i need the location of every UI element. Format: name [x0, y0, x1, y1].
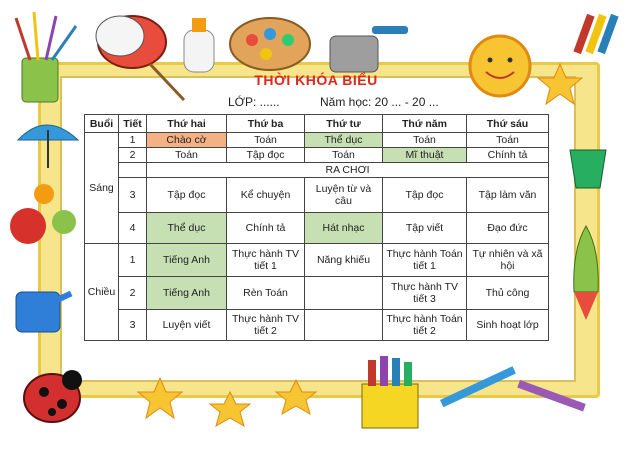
page-title: THỜI KHÓA BIỂU [254, 72, 378, 88]
cup-icon [570, 150, 606, 188]
timetable [84, 114, 549, 341]
school-year-label: Năm học: 20 ... - 20 ... [320, 95, 439, 109]
table-cell: Hát nhạc [305, 213, 383, 244]
table-cell: Tiếng Anh [147, 244, 227, 277]
header-row [85, 115, 549, 133]
table-cell: Đạo đức [467, 213, 549, 244]
session-afternoon: Chiều [85, 244, 119, 341]
fruits-icon [10, 184, 76, 244]
header-session: Buổi [85, 115, 119, 133]
pot-icon [330, 26, 408, 72]
break-spacer [119, 163, 147, 178]
paint-palette-icon [230, 18, 310, 70]
period-number: 3 [119, 310, 147, 341]
break-row [85, 163, 549, 178]
table-cell: Thực hành Toán tiết 1 [383, 244, 467, 277]
session-morning: Sáng [85, 133, 119, 244]
table-cell: Thực hành TV tiết 2 [227, 310, 305, 341]
table-cell: Luyện từ và câu [305, 178, 383, 213]
ladybug-icon [24, 370, 82, 422]
table-cell: Tập đọc [227, 148, 305, 163]
header-period: Tiết [119, 115, 147, 133]
table-cell: Thể dục [305, 133, 383, 148]
table-cell [305, 310, 383, 341]
table-row [85, 148, 549, 163]
class-label: LỚP: ...... [228, 95, 280, 109]
umbrella-icon [18, 125, 78, 168]
table-cell: Toán [305, 148, 383, 163]
table-cell: Toán [467, 133, 549, 148]
table-row [85, 244, 549, 277]
table-row [85, 277, 549, 310]
header-thursday: Thứ năm [383, 115, 467, 133]
table-cell: Tiếng Anh [147, 277, 227, 310]
table-row [85, 133, 549, 148]
stars-icon [138, 378, 316, 426]
table-cell: Thể dục [147, 213, 227, 244]
table-row [85, 213, 549, 244]
period-number: 1 [119, 133, 147, 148]
table-cell: Tập đọc [147, 178, 227, 213]
table-cell: Thực hành TV tiết 1 [227, 244, 305, 277]
table-cell: Luyện viết [147, 310, 227, 341]
glue-bottle-icon [184, 18, 214, 72]
period-number: 2 [119, 277, 147, 310]
paintbrush-cup-icon [16, 12, 76, 102]
period-number: 2 [119, 148, 147, 163]
table-cell: Chào cờ [147, 133, 227, 148]
table-cell: Chính tả [467, 148, 549, 163]
pencils-icon [440, 366, 586, 411]
table-cell: Toán [383, 133, 467, 148]
watering-can-icon [16, 291, 72, 332]
table-cell: Mĩ thuật [383, 148, 467, 163]
table-cell [305, 277, 383, 310]
header-friday: Thứ sáu [467, 115, 549, 133]
table-cell: Thực hành Toán tiết 2 [383, 310, 467, 341]
table-cell: Toán [227, 133, 305, 148]
table-cell: Tự nhiên và xã hội [467, 244, 549, 277]
table-cell: Kể chuyện [227, 178, 305, 213]
period-number: 1 [119, 244, 147, 277]
period-number: 3 [119, 178, 147, 213]
table-cell: Thực hành TV tiết 3 [383, 277, 467, 310]
table-cell: Tập đọc [383, 178, 467, 213]
period-number: 4 [119, 213, 147, 244]
table-cell: Thủ công [467, 277, 549, 310]
table-cell: Tập làm văn [467, 178, 549, 213]
table-cell: Năng khiếu [305, 244, 383, 277]
header-monday: Thứ hai [147, 115, 227, 133]
table-cell: Chính tả [227, 213, 305, 244]
table-row [85, 178, 549, 213]
table-cell: Tập viết [383, 213, 467, 244]
table-cell: Rèn Toán [227, 277, 305, 310]
header-wednesday: Thứ tư [305, 115, 383, 133]
header-tuesday: Thứ ba [227, 115, 305, 133]
crayons-icon [573, 14, 618, 54]
table-row [85, 310, 549, 341]
rocket-icon [574, 226, 599, 320]
table-cell: Sinh hoạt lớp [467, 310, 549, 341]
table-cell: Toán [147, 148, 227, 163]
crayon-box-icon [362, 356, 418, 428]
break-label: RA CHƠI [147, 163, 549, 178]
